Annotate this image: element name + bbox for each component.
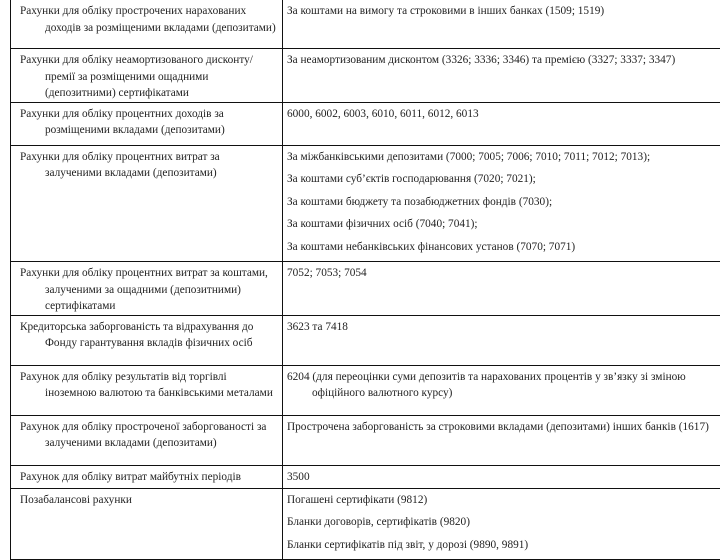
table-row bbox=[11, 0, 720, 49]
account-numbers-text: 3623 та 7418 bbox=[287, 319, 720, 336]
account-category-cell bbox=[11, 102, 283, 145]
accounts-table bbox=[10, 0, 720, 560]
account-numbers-text: За неамортизованим дисконтом (3326; 3336; 3346) та премією (3327; 3337; 3347) bbox=[287, 52, 720, 69]
account-category-text: Позабалансові рахунки bbox=[20, 492, 278, 509]
account-numbers-cell bbox=[283, 465, 720, 488]
account-numbers-text: Бланки сертифікатів під звіт, у дорозі (9890, 9891) bbox=[287, 537, 720, 554]
account-numbers-text: 6204 (для переоцінки суми депозитів та нарахованих процентів у зв’язку зі зміною офіційного валютного курсу) bbox=[287, 369, 720, 402]
account-numbers-text: За коштами небанківських фінансових установ (7070; 7071) bbox=[287, 239, 720, 256]
account-category-cell bbox=[11, 49, 283, 103]
account-category-cell bbox=[11, 315, 283, 365]
table-row bbox=[11, 315, 720, 365]
account-numbers-cell bbox=[283, 49, 720, 103]
account-numbers-cell bbox=[283, 0, 720, 49]
table-row bbox=[11, 145, 720, 262]
table-row bbox=[11, 262, 720, 316]
account-numbers-text: За коштами суб’єктів господарювання (7020; 7021); bbox=[287, 171, 720, 188]
account-numbers-text: За міжбанківськими депозитами (7000; 7005; 7006; 7010; 7011; 7012; 7013); bbox=[287, 149, 720, 166]
account-category-cell bbox=[11, 0, 283, 49]
account-numbers-cell bbox=[283, 315, 720, 365]
account-numbers-cell bbox=[283, 145, 720, 262]
account-category-text: Рахунок для обліку простроченої заборгованості за залученими вкладами (депозитами) bbox=[20, 419, 278, 452]
account-category-cell bbox=[11, 465, 283, 488]
account-numbers-text: За коштами фізичних осіб (7040; 7041); bbox=[287, 216, 720, 233]
table-row bbox=[11, 49, 720, 103]
account-numbers-cell bbox=[283, 102, 720, 145]
table-row bbox=[11, 415, 720, 465]
account-numbers-text: 3500 bbox=[287, 469, 720, 486]
account-category-text: Рахунки для обліку процентних доходів за розміщеними вкладами (депозитами) bbox=[20, 106, 278, 139]
account-numbers-text: За коштами на вимогу та строковими в інших банках (1509; 1519) bbox=[287, 3, 720, 20]
account-numbers-cell bbox=[283, 262, 720, 316]
account-category-cell bbox=[11, 365, 283, 415]
account-numbers-text: За коштами бюджету та позабюджетних фондів (7030); bbox=[287, 194, 720, 211]
table-row bbox=[11, 488, 720, 560]
account-category-text: Рахунок для обліку витрат майбутніх періодів bbox=[20, 469, 278, 486]
account-numbers-text: Бланки договорів, сертифікатів (9820) bbox=[287, 514, 720, 531]
account-category-text: Рахунки для обліку неамортизованого дисконту/ премії за розміщеними ощадними (депозитними) сертифікатами bbox=[20, 52, 278, 102]
account-numbers-text: Погашені сертифікати (9812) bbox=[287, 492, 720, 509]
account-category-text: Рахунки для обліку прострочених нарахованих доходів за розміщеними вкладами (депозитами) bbox=[20, 3, 278, 36]
account-numbers-cell bbox=[283, 415, 720, 465]
table-row bbox=[11, 102, 720, 145]
account-category-text: Рахунок для обліку результатів від торгівлі іноземною валютою та банківськими металами bbox=[20, 369, 278, 402]
table-row bbox=[11, 365, 720, 415]
account-category-cell bbox=[11, 415, 283, 465]
table-row bbox=[11, 465, 720, 488]
account-numbers-cell bbox=[283, 365, 720, 415]
account-category-cell bbox=[11, 145, 283, 262]
account-category-text: Рахунки для обліку процентних витрат за коштами, залученими за ощадними (депозитними) сертифікатами bbox=[20, 265, 278, 315]
account-category-text: Рахунки для обліку процентних витрат за залученими вкладами (депозитами) bbox=[20, 149, 278, 182]
account-category-text: Кредиторська заборгованість та відрахування до Фонду гарантування вкладів фізичних осіб bbox=[20, 319, 278, 352]
account-category-cell bbox=[11, 488, 283, 560]
account-numbers-text: Прострочена заборгованість за строковими вкладами (депозитами) інших банків (1617) bbox=[287, 419, 720, 436]
account-numbers-text: 7052; 7053; 7054 bbox=[287, 265, 720, 282]
account-category-cell bbox=[11, 262, 283, 316]
account-numbers-text: 6000, 6002, 6003, 6010, 6011, 6012, 6013 bbox=[287, 106, 720, 123]
account-numbers-cell bbox=[283, 488, 720, 560]
